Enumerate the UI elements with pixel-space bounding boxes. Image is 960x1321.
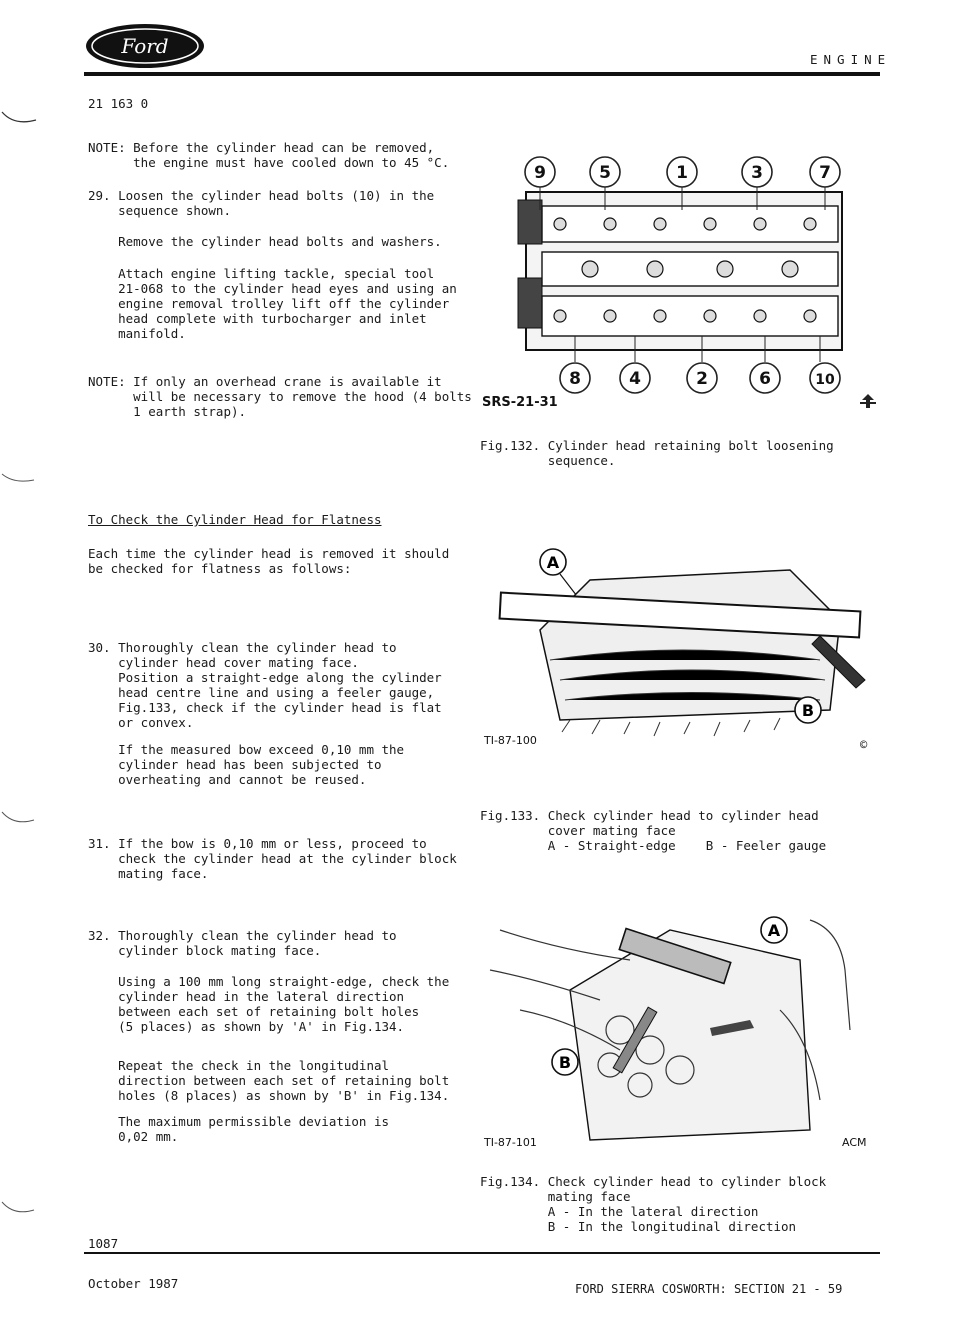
margin-mark: [0, 470, 40, 490]
label-b: B: [801, 701, 815, 720]
step-29-lift: Attach engine lifting tackle, special tool 21-068 to the cylinder head eyes and using an engine removal trolley lift off the cylinder head complete with turbocharger and inlet manifold.: [118, 266, 457, 341]
fig134-credit: ACM: [842, 1136, 867, 1149]
label-a: A: [767, 921, 781, 940]
step-30-bow: If the measured bow exceed 0,10 mm the cylinder head has been subjected to overheating and cannot be reused.: [118, 742, 405, 787]
footer-date: October 1987: [88, 1276, 179, 1291]
fig132-caption: Fig.132. Cylinder head retaining bolt loosening sequence.: [480, 438, 834, 468]
margin-mark: [0, 810, 40, 830]
footer-rule: [84, 1252, 880, 1254]
direction-arrow-icon: [860, 394, 876, 408]
step-30: 30. Thoroughly clean the cylinder head to cylinder head cover mating face. Position a straight-edge along the cylinder head centre line and using a feeler gauge, Fig.133, check if the cylinder head is flat or convex.: [88, 640, 442, 730]
fig132-ref: SRS-21-31: [482, 395, 558, 410]
section-title: ENGINE: [810, 52, 892, 67]
footer-title: FORD SIERRA COSWORTH: SECTION 21 - 59: [575, 1282, 843, 1296]
bolt-number-bottom: 10: [815, 372, 835, 388]
note-crane: NOTE: If only an overhead crane is available it will be necessary to remove the hood (4 bolts 1 earth strap).: [88, 374, 472, 419]
fig133-caption: Fig.133. Check cylinder head to cylinder head cover mating face A - Straight-edge B - Feeler gauge: [480, 808, 827, 853]
doc-number: 21 163 0: [88, 96, 149, 111]
margin-mark: [0, 1200, 40, 1220]
bolt-number-top: 9: [534, 163, 546, 183]
bolt-number-top: 1: [676, 163, 688, 183]
step-32-longitudinal: Repeat the check in the longitudinal direction between each set of retaining bolt holes (8 places) as shown by 'B' in Fig.134.: [118, 1058, 450, 1103]
margin-mark: [0, 110, 40, 130]
note-cooldown: NOTE: Before the cylinder head can be removed, the engine must have cooled down to 45 °C.: [88, 140, 450, 170]
intro-text: Each time the cylinder head is removed it should be checked for flatness as follows:: [88, 546, 450, 576]
header-rule: [84, 72, 880, 76]
fig134-block-face-diagram: [480, 890, 880, 1152]
bolt-number-top: 5: [599, 163, 611, 183]
step-29-remove: Remove the cylinder head bolts and washers.: [88, 234, 442, 249]
bolt-number-bottom: 6: [759, 369, 771, 389]
step-32-deviation: The maximum permissible deviation is 0,02 mm.: [118, 1114, 390, 1144]
copyright-mark: ©: [860, 738, 868, 752]
fig134-ref: TI-87-101: [484, 1136, 537, 1149]
bolt-number-top: 7: [819, 163, 831, 183]
bolt-number-bottom: 2: [696, 369, 708, 389]
step-32-lateral: Using a 100 mm long straight-edge, check the cylinder head in the lateral direction between each set of retaining bolt holes (5 places) as shown by 'A' in Fig.134.: [118, 974, 450, 1034]
step-31: 31. If the bow is 0,10 mm or less, proceed to check the cylinder head at the cylinder block mating face.: [88, 836, 457, 881]
fig133-ref: TI-87-100: [484, 734, 537, 747]
fig132-bolt-sequence-diagram: [480, 150, 880, 412]
label-a: A: [546, 553, 560, 572]
step-29: 29. Loosen the cylinder head bolts (10) in the sequence shown.: [88, 188, 435, 218]
section-heading: To Check the Cylinder Head for Flatness: [88, 512, 382, 527]
label-b: B: [558, 1053, 572, 1072]
fig134-caption: Fig.134. Check cylinder head to cylinder block mating face A - In the lateral direction B - In the longitudinal direction: [480, 1174, 827, 1234]
logo-text: Ford: [121, 34, 169, 58]
ford-logo: [84, 22, 206, 70]
page-code: 1087: [88, 1236, 119, 1251]
bolt-number-top: 3: [751, 163, 763, 183]
fig133-straight-edge-diagram: [480, 540, 880, 752]
step-32: 32. Thoroughly clean the cylinder head to cylinder block mating face.: [88, 928, 397, 958]
bolt-number-bottom: 8: [569, 369, 581, 389]
bolt-number-bottom: 4: [629, 369, 641, 389]
